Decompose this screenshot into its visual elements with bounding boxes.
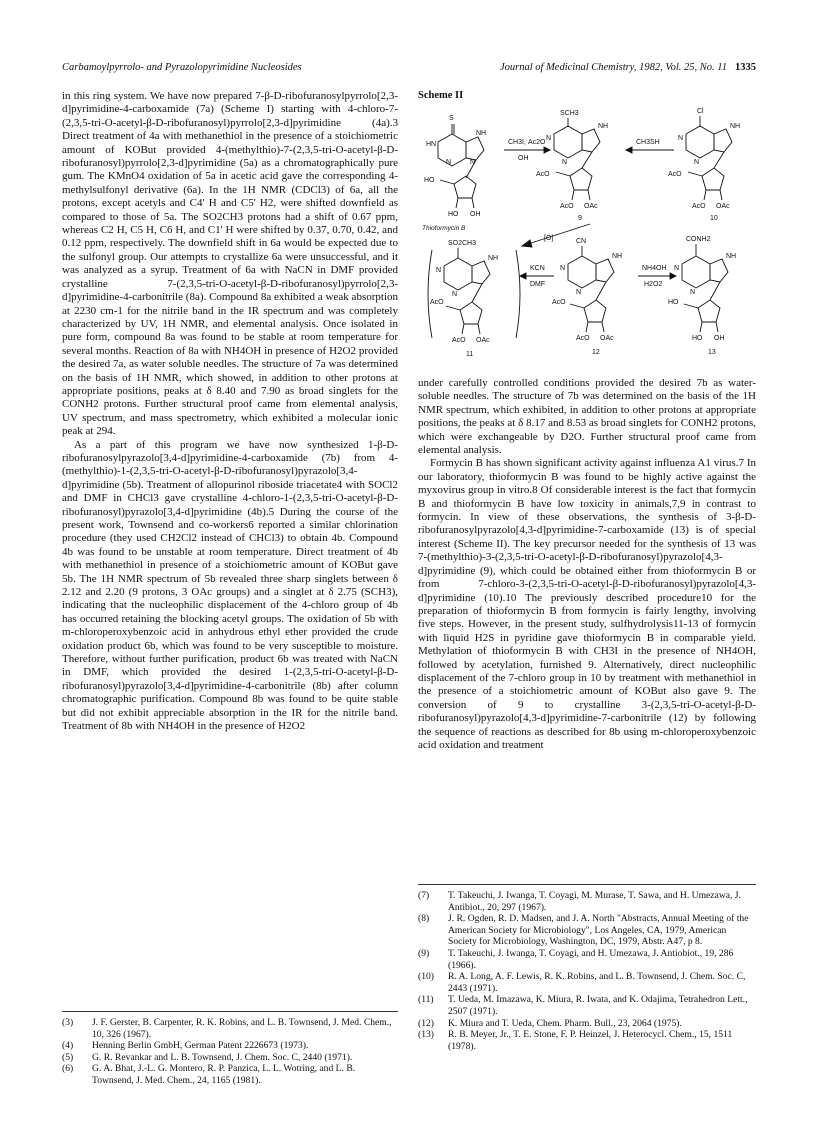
reagent-label: Ac2O: [528, 139, 546, 146]
atom-label: N: [436, 267, 442, 274]
atom-label: N: [694, 159, 700, 166]
paragraph: Formycin B has shown significant activity against influenza A1 virus.7 In our laboratory, thioformycin B was found to be highly active against the myxovirus group in vitro.8 Of considerable interest is the fact that formycin B and thioformycin B have low toxicity in animals,7,9 in contrast to formycin. In view of these observations, the synthesis of 3-β-D-ribofuranosylpyrazolo[4,3-d]pyrimidine-7-carboxamide (13) is of special interest (Scheme II). The key precursor needed for the synthesis of 13 was 7-(methylthio)-3-(2,3,5-tri-O-acetyl-β-D-ribofuranosyl)pyrazolo[4,3-d]pyrimidine (9), which could be obtained either from thioformycin B or from 7-chloro-3-(2,3,5-tri-O-acetyl-β-D-ribofuranosyl)pyrazolo[4,3-d]pyrimidine (10).10 The previously described procedure10 for the preparation of thioformycin B from formycin is fairly lengthy, involving five steps. However, in the present study, sulfhydrolysis11-13 of formycin with liquid H2S in pyridine gave thioformycin B in comparable yield. Methylation of thioformycin B with CH3I in the presence of NH4OH, followed by acetylation, furnished 9. Alternatively, direct nucleophilic displacement of the 7-chloro group in 10 by treatment with methanethiol in the presence of a stoichiometric amount of KOBut also gave 9. The conversion of 9 to crystalline 3-(2,3,5-tri-O-acetyl-β-D-ribofuranosyl)pyrazolo[4,3-d]pyrimidine-7-carbonitrile (12) by following the sequence of reactions as described for 8b using m-chloroperoxybenzoic acid oxidation and treatment: [418, 457, 756, 751]
running-head: [62, 62, 756, 73]
group-label: OAc: [716, 203, 730, 210]
atom-label: N: [470, 159, 476, 166]
atom-label: HN: [426, 141, 437, 148]
compound-number: 13: [708, 349, 716, 356]
compound-label: Thioformycin B: [422, 225, 466, 232]
pyrazole-ring: [472, 261, 490, 284]
group-label: HO: [424, 177, 435, 184]
reference-number: (3): [62, 1017, 74, 1028]
substituent-label: SCH3: [560, 110, 579, 117]
atom-label: N: [560, 265, 566, 272]
arrow-head: [670, 273, 676, 279]
group-label: AcO: [552, 299, 566, 306]
group-label: HO: [448, 211, 459, 218]
reference-number: (11): [418, 994, 434, 1006]
atom-label: N: [446, 159, 452, 166]
reference-text: K. Miura and T. Ueda, Chem. Pharm. Bull., 23, 2064 (1975).: [448, 1017, 682, 1029]
reference-item: [62, 1017, 398, 1040]
reference-item: [62, 1063, 398, 1086]
reference-text: T. Takeuchi, J. Iwanga, T. Coyagi, M. Murase, T. Sawa, and H. Umezawa, J. Antibiot., 20, 297 (1967).: [448, 890, 741, 913]
reference-number: (8): [418, 913, 430, 925]
arrow-head: [544, 147, 550, 153]
reference-text: J. R. Ogden, R. D. Madsen, and J. A. North "Abstracts, Annual Meeting of the American Society for Microbiology", Los Angeles, CA, 1979, American Society for Microbiology, Washington, DC, 1979, Abstr. A47, p 8.: [448, 913, 749, 948]
arrow-head: [522, 240, 532, 247]
reference-number: (13): [418, 1029, 434, 1041]
reference-item: [418, 971, 756, 994]
reference-number: (9): [418, 947, 430, 959]
reference-number: (10): [418, 971, 434, 983]
running-head-title: Carbamoylpyrrolo- and Pyrazolopyrimidine Nucleosides: [62, 62, 302, 73]
reference-number: (4): [62, 1040, 74, 1052]
reaction-scheme: [418, 104, 756, 366]
pyrimidine-ring: [554, 126, 582, 158]
references-right: [418, 884, 756, 1052]
reference-text: Henning Berlin GmbH, German Patent 2226673 (1973).: [92, 1040, 309, 1052]
atom-label: NH: [730, 123, 741, 130]
reference-number: (6): [62, 1063, 74, 1075]
reagent-label: NH4OH: [642, 265, 667, 272]
reference-text: T. Ueda, M. Imazawa, K. Miura, R. Iwata, and K. Odajima, Tetrahedron Lett., 2507 (1971).: [448, 994, 748, 1017]
right-column: [418, 377, 756, 752]
reagent-label: CH3SH: [636, 139, 660, 146]
compound-number: 12: [592, 349, 600, 356]
arrow-head: [626, 147, 632, 153]
ribose-ring: [702, 168, 724, 190]
reference-item: [418, 1018, 756, 1030]
left-column: [62, 90, 398, 734]
pyrimidine-ring: [686, 126, 714, 158]
atom-label: NH: [598, 123, 609, 130]
atom-label: N: [452, 291, 458, 298]
substituent-label: S: [449, 115, 454, 122]
atom-label: N: [576, 289, 582, 296]
group-label: HO: [668, 299, 679, 306]
compound-number: 11: [466, 351, 474, 358]
reference-number: (5): [62, 1051, 74, 1063]
pyrimidine-ring: [438, 134, 466, 166]
arrow-head: [520, 273, 526, 279]
substituent-label: CONH2: [686, 236, 711, 243]
reagent-label: H2O2: [644, 281, 663, 288]
substituent-label: CN: [576, 238, 587, 245]
pyrazole-ring: [582, 129, 600, 152]
ribose-ring: [698, 300, 720, 322]
reference-text: J. F. Gerster, B. Carpenter, R. K. Robins, and L. B. Townsend, J. Med. Chem., 10, 326 (1967).: [92, 1017, 392, 1040]
atom-label: N: [678, 135, 684, 142]
reference-item: [418, 1029, 756, 1052]
group-label: AcO: [452, 337, 466, 344]
atom-label: NH: [726, 253, 737, 260]
reference-item: [62, 1040, 398, 1052]
group-label: OAc: [584, 203, 598, 210]
group-label: OAc: [600, 335, 614, 342]
pyrazole-ring: [710, 259, 728, 282]
group-label: AcO: [692, 203, 706, 210]
reagent-label: CH3I,: [508, 139, 526, 146]
page-number: 1335: [735, 62, 756, 73]
reference-item: [418, 890, 756, 913]
reference-text: R. A. Long, A. F. Lewis, R. K. Robins, and L. B. Townsend, J. Chem. Soc. C, 2443 (1971).: [448, 971, 746, 994]
reference-text: G. R. Revankar and L. B. Townsend, J. Chem. Soc. C, 2440 (1971).: [92, 1051, 353, 1063]
atom-label: NH: [612, 253, 623, 260]
reference-text: R. B. Meyer, Jr., T. E. Stone, F. P. Heinzel, J. Heterocycl. Chem., 15, 1511 (1978).: [448, 1029, 733, 1052]
group-label: AcO: [668, 171, 682, 178]
compound-number: 9: [578, 215, 582, 222]
atom-label: NH: [476, 130, 487, 137]
group-label: OAc: [476, 337, 490, 344]
group-label: AcO: [576, 335, 590, 342]
substituent-label: Cl: [697, 108, 704, 115]
reference-item: [418, 948, 756, 971]
bracket-left: [428, 250, 432, 338]
paragraph: in this ring system. We have now prepared 7-β-D-ribofuranosylpyrrolo[2,3-d]pyrimidine-4-carboxamide (7a) (Scheme I) starting with 4-chloro-7-(2,3,5-tri-O-acetyl-β-D-ribofuranosyl)pyrrolo[2,3-d]pyrimidine (4a).3 Direct treatment of 4a with methanethiol in the presence of a stoichiometric amount of KOBut provided 4-(methylthio)-7-(2,3,5-tri-O-acetyl-β-D-ribofuranosyl)pyrrolo[2,3-d]pyrimidine (5a) as a chromatographically pure gum. The KMnO4 oxidation of 5a in acetic acid gave the corresponding 4-methylsulfonyl derivative (6a). In the 1H NMR (CDCl3) of 6a, all the protons, except acetyls and C4' H and C5' H2, were shifted downfield as compared to those of 5a. The SO2CH3 protons had a shift of 0.67 ppm, whereas C2 H, C5 H, C6 H, and C1' H were shifted by 0.37, 0.70, 0.42, and 0.12 ppm, respectively. The downfield shift in 6a would be expected due to the sulfonyl group. Our attempts to crystallize 6a were unsuccessful, and it was analyzed as a syrup. Treatment of 6a with NaCN in DMF provided crystalline 7-(2,3,5-tri-O-acetyl-β-D-ribofuranosyl)pyrrolo[2,3-d]pyrimidine-4-carbonitrile (8a). Compound 8a exhibited a weak absorption at 2230 cm-1 for the nitrile band in the IR spectrum and was completely characterized by UV, 1H NMR, and elemental analysis. Once isolated in pure form, compound 8a was found to be stable at room temperature for several months. Reaction of 8a with NH4OH in presence of H2O2 provided the desired 7a, as water soluble needles. The structure of 7a was determined on the basis of 1H NMR, which showed, in addition to other protons at appropriate positions, peaks at δ 8.40 and 7.90 as broad singlets for the CONH2 protons. Further structural proof came from elemental analysis, UV spectrum, and mass spectrometry, which exhibited a molecular ionic peak at 294.: [62, 90, 398, 438]
journal-citation: Journal of Medicinal Chemistry, 1982, Vol. 25, No. 11: [499, 62, 727, 73]
references-left: [62, 1011, 398, 1087]
scheme-drawing: [418, 104, 756, 366]
reference-number: (12): [418, 1017, 434, 1029]
pyrimidine-ring: [682, 256, 710, 288]
group-label: OH: [714, 335, 725, 342]
reference-number: (7): [418, 890, 430, 901]
pyrazole-ring: [714, 129, 732, 152]
reference-item: [418, 994, 756, 1017]
atom-label: N: [562, 159, 568, 166]
reagent-label: OH: [518, 155, 529, 162]
group-label: AcO: [560, 203, 574, 210]
reference-text: T. Takeuchi, J. Iwanga, T. Coyagi, and H. Umezawa, J. Antiobiot., 19, 286 (1966).: [448, 947, 734, 971]
reference-item: [418, 913, 756, 948]
pyrazole-ring: [466, 137, 484, 160]
paragraph: under carefully controlled conditions provided the desired 7b as water-soluble needles. The structure of 7b was determined on the basis of the 1H NMR spectrum, which exhibited, in addition to other protons at appropriate positions, the peaks at δ 8.17 and 8.53 as broad singlets for CONH2 protons, which were exchangeable by D2O. Further structural proof came from elemental analysis.: [418, 377, 756, 457]
group-label: HO: [692, 335, 703, 342]
reference-item: [62, 1052, 398, 1064]
atom-label: N: [690, 289, 696, 296]
footnote-rule: [418, 884, 756, 885]
reagent-label: KCN: [530, 265, 545, 272]
reagent-label: [O]: [544, 235, 554, 242]
pyrazole-ring: [596, 259, 614, 282]
scheme-title: Scheme II: [418, 90, 464, 101]
reagent-label: DMF: [530, 281, 546, 288]
compound-number: 10: [710, 215, 718, 222]
atom-label: N: [546, 135, 552, 142]
atom-label: N: [674, 265, 680, 272]
reference-text: G. A. Bhat, J.-L. G. Montero, R. P. Panzica, L. L. Wotring, and L. B. Townsend, J. Med. Chem., 24, 1165 (1981).: [92, 1063, 356, 1086]
group-label: OH: [470, 211, 481, 218]
paragraph: As a part of this program we have now synthesized 1-β-D-ribofuranosylpyrazolo[3,4-d]pyrimidine-4-carboxamide (7b) from 4-(methylthio)-1-(2,3,5-tri-O-acetyl-β-D-ribofuranosyl)pyrazolo[3,4-d]pyrimidine (5b). Treatment of allopurinol riboside triacetate4 with SOCl2 and DMF in CHCl3 gave crystalline 4-chloro-1-(2,3,5-tri-O-acetyl-β-D-ribofuranosyl)pyrazolo[3,4-d]pyrimidine (4b).5 During the course of the present work, Townsend and co-workers6 reported a similar chlorination procedure (they used CH2Cl2 instead of CHCl3) to obtain 4b. Compound 4b was found to be unstable at room temperature. Direct treatment of 4b with methanethiol in presence of a stoichiometric amount of KOBut gave 5b. The 1H NMR spectrum of 5b revealed three sharp singlets between δ 2.12 and 2.20 (9 protons, 3 OAc groups) and a singlet at δ 2.75 (SCH3), indicating that the nucleophilic displacement of the 4-chloro group of 4b has occurred retaining the blocking acetyl groups. The oxidation of 5b with m-chloroperoxybenzoic acid in anhydrous ethyl ether provided the crude oxidation product 6b, which was found to be very susceptible to moisture. Therefore, without further purification, product 6b was treated with NaCN in DMF, which provided the desired 1-(2,3,5-tri-O-acetyl-β-D-ribofuranosyl)pyrazolo[3,4-d]pyrimidine-4-carbonitrile (8b) after column chromatographic purification. Compound 8b was found to be quite stable but did not exhibit appreciable absorption in the IR for the nitrile band. Treatment of 8b with NH4OH in the presence of H2O2: [62, 438, 398, 733]
group-label: AcO: [536, 171, 550, 178]
pyrimidine-ring: [568, 256, 596, 288]
bracket-right: [516, 250, 520, 338]
footnote-rule: [62, 1011, 398, 1012]
pyrimidine-ring: [444, 258, 472, 290]
ribose-ring: [460, 302, 482, 324]
atom-label: NH: [488, 255, 499, 262]
running-head-journal: [500, 62, 756, 73]
ribose-ring: [454, 176, 476, 198]
ribose-ring: [584, 300, 606, 322]
substituent-label: SO2CH3: [448, 240, 477, 247]
group-label: AcO: [430, 299, 444, 306]
ribose-ring: [570, 168, 592, 190]
